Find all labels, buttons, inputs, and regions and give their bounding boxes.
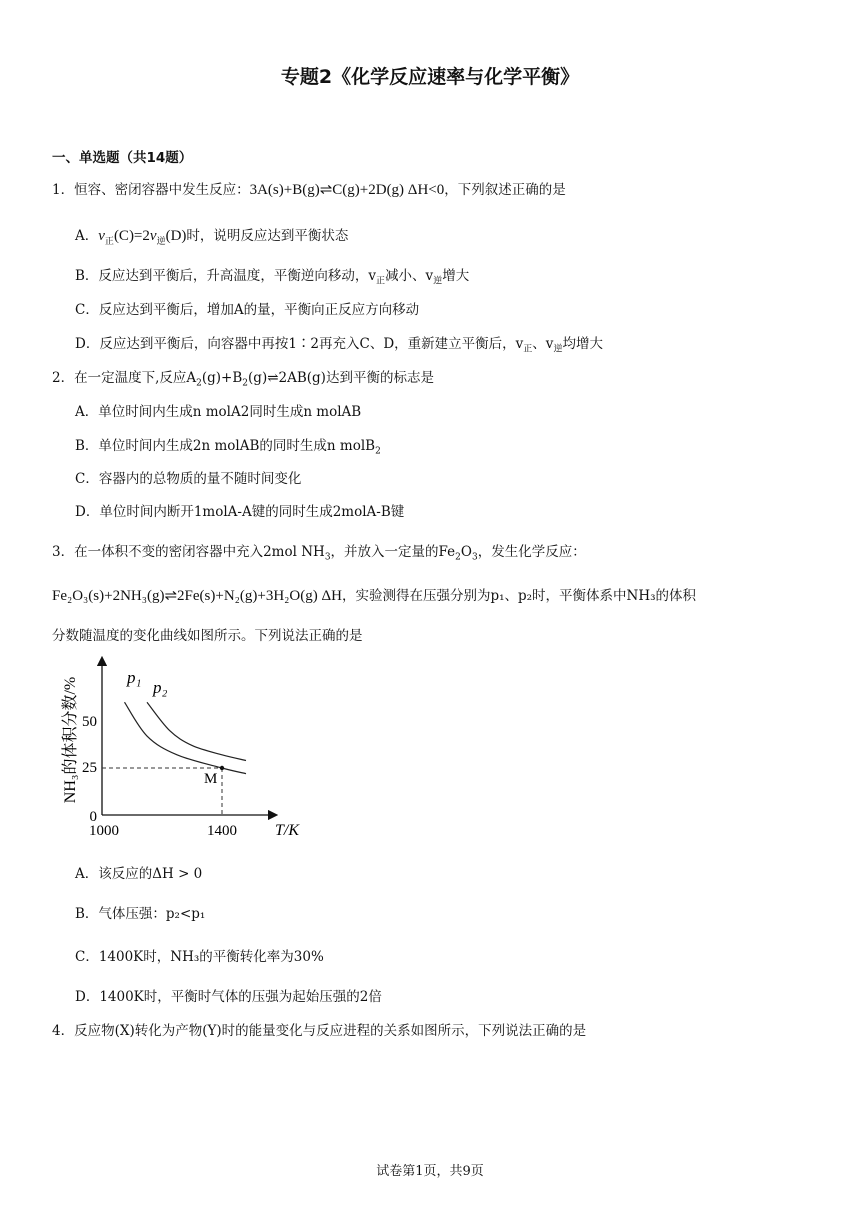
y-tick-25: 25	[82, 760, 97, 776]
question-2-option-d[interactable]: D．单位时间内断开1molA-A键的同时生成2molA-B键	[75, 504, 405, 520]
question-1-option-d[interactable]: D．反应达到平衡后，向容器中再按1∶2再充入C、D，重新建立平衡后，$v_正$、$v_逆$均增大	[75, 336, 603, 355]
section-heading: 一、单选题（共14题）	[52, 150, 193, 166]
question-1-option-b[interactable]: B．反应达到平衡后，升高温度，平衡逆向移动，$v_正$减小、$v_逆$增大	[75, 268, 470, 287]
question-2-option-c[interactable]: C．容器内的总物质的量不随时间变化	[75, 471, 302, 487]
question-3-stem-line-2: Fe₂O₃(s)+2NH₃(g)⇌2Fe(s)+N₂(g)+3H₂O(g) ΔH，实验测得在压强分别为p₁、p₂时，平衡体系中NH₃的体积	[52, 588, 697, 604]
curve-p1-label: p₁	[127, 668, 142, 687]
x-tick-1000: 1000	[89, 823, 119, 839]
y-tick-0: 0	[89, 809, 97, 825]
question-3-option-d[interactable]: D．1400K时，平衡时气体的压强为起始压强的2倍	[75, 989, 382, 1005]
question-1-stem: 1．恒容、密闭容器中发生反应：3A(s)+B(g)⇌C(g)+2D(g) ΔH<0，下列叙述正确的是	[52, 182, 566, 198]
point-m	[220, 766, 224, 770]
y-tick-50: 50	[82, 714, 97, 730]
question-3-option-a[interactable]: A．该反应的ΔH > 0	[75, 866, 203, 882]
question-3-option-c[interactable]: C．1400K时，NH₃的平衡转化率为30%	[75, 949, 324, 965]
curve-p2	[147, 702, 246, 760]
question-1-option-a[interactable]: A．$v_正(C)=2v_逆(D)$时，说明反应达到平衡状态	[75, 228, 349, 246]
page-title: 专题2《化学反应速率与化学平衡》	[280, 66, 580, 88]
question-1-option-c[interactable]: C．反应达到平衡后，增加A的量，平衡向正反应方向移动	[75, 302, 420, 318]
y-axis-label: NH₃的体积分数/%	[62, 676, 79, 804]
curve-p2-label: p₂	[153, 678, 168, 697]
question-2-stem: 2．在一定温度下,反应$A_2(g)+B_2(g)\rightleftharpoons 2AB(g)$达到平衡的标志是	[52, 370, 434, 389]
question-4-stem: 4．反应物(X)转化为产物(Y)时的能量变化与反应进程的关系如图所示，下列说法正确的是	[52, 1023, 587, 1039]
page-footer: 试卷第1页，共9页	[376, 1164, 484, 1179]
nh3-volume-fraction-chart	[55, 655, 305, 845]
question-3-option-b[interactable]: B．气体压强：p₂<p₁	[75, 906, 206, 922]
question-2-option-b[interactable]: B．单位时间内生成2n molAB的同时生成n molB$_2$	[75, 438, 381, 457]
x-tick-1400: 1400	[207, 823, 237, 839]
curve-p1	[125, 702, 247, 773]
point-m-label: M	[204, 771, 218, 787]
question-3-stem-line-1: 3．在一体积不变的密闭容器中充入2mol $NH_3$，并放入一定量的$Fe_2O_3$，发生化学反应：	[52, 544, 586, 563]
question-2-option-a[interactable]: A．单位时间内生成n molA2同时生成n molAB	[75, 404, 362, 420]
x-axis-label: T/K	[274, 822, 300, 839]
question-3-stem-line-3: 分数随温度的变化曲线如图所示。下列说法正确的是	[52, 628, 363, 644]
